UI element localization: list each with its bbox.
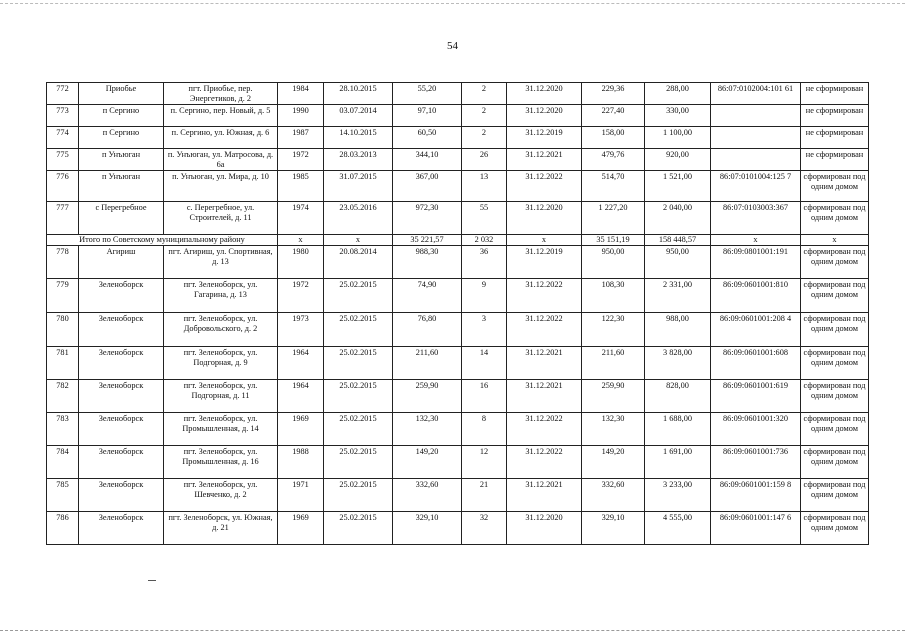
resettlement-deadline-cell: 31.12.2020	[507, 512, 582, 545]
recognition-date-cell: 20.08.2014	[324, 246, 393, 279]
table-row	[47, 479, 869, 512]
total-status: х	[801, 235, 869, 246]
row-number-cell: 779	[47, 279, 79, 313]
residents-cell: 9	[462, 279, 507, 313]
settlement-cell: Зеленоборск	[79, 347, 164, 380]
page-number: 54	[447, 40, 458, 52]
land-plot-status-cell: сформирован под одним домом	[801, 479, 869, 512]
year-built-cell: 1972	[278, 279, 324, 313]
settlement-cell: п Сергино	[79, 127, 164, 149]
residents-cell: 26	[462, 149, 507, 171]
table-row	[47, 347, 869, 380]
cadastral-number-cell: 86:09:0601001:608	[711, 347, 801, 380]
address-cell: пгт. Зеленоборск, ул. Южная, д. 21	[164, 512, 278, 545]
year-built-cell: 1971	[278, 479, 324, 512]
living-area-cell: 329,10	[393, 512, 462, 545]
year-built-cell: 1984	[278, 83, 324, 105]
cost-cell: 1 688,00	[645, 413, 711, 446]
total-row	[47, 235, 869, 246]
resettlement-deadline-cell: 31.12.2021	[507, 347, 582, 380]
settlement-cell: Приобье	[79, 83, 164, 105]
land-plot-status-cell: сформирован под одним домом	[801, 279, 869, 313]
year-built-cell: 1964	[278, 347, 324, 380]
residents-cell: 2	[462, 105, 507, 127]
row-number-cell: 776	[47, 171, 79, 202]
total-area2: 35 151,19	[582, 235, 645, 246]
area-to-resettle-cell: 132,30	[582, 413, 645, 446]
land-plot-status-cell: сформирован под одним домом	[801, 171, 869, 202]
cost-cell: 2 040,00	[645, 202, 711, 235]
address-cell: п. Сергино, пер. Новый, д. 5	[164, 105, 278, 127]
land-plot-status-cell: сформирован под одним домом	[801, 313, 869, 347]
row-number-cell: 780	[47, 313, 79, 347]
cadastral-number-cell: 86:09:0601001:208 4	[711, 313, 801, 347]
address-cell: пгт. Зеленоборск, ул. Подгорная, д. 9	[164, 347, 278, 380]
cadastral-number-cell: 86:09:0601001:147 6	[711, 512, 801, 545]
total-date: х	[324, 235, 393, 246]
cadastral-number-cell: 86:09:0601001:320	[711, 413, 801, 446]
resettlement-deadline-cell: 31.12.2021	[507, 149, 582, 171]
row-number-cell: 785	[47, 479, 79, 512]
residents-cell: 2	[462, 127, 507, 149]
address-cell: пгт. Зеленоборск, ул. Промышленная, д. 16	[164, 446, 278, 479]
settlement-cell: Зеленоборск	[79, 279, 164, 313]
cost-cell: 1 521,00	[645, 171, 711, 202]
recognition-date-cell: 28.10.2015	[324, 83, 393, 105]
total-label: Итого по Советскому муниципальному району	[47, 235, 278, 246]
living-area-cell: 55,20	[393, 83, 462, 105]
cadastral-number-cell: 86:07:0103003:367	[711, 202, 801, 235]
address-cell: пгт. Зеленоборск, ул. Шевченко, д. 2	[164, 479, 278, 512]
recognition-date-cell: 25.02.2015	[324, 279, 393, 313]
area-to-resettle-cell: 229,36	[582, 83, 645, 105]
cost-cell: 2 331,00	[645, 279, 711, 313]
area-to-resettle-cell: 158,00	[582, 127, 645, 149]
resettlement-deadline-cell: 31.12.2021	[507, 479, 582, 512]
housing-register-table	[46, 82, 869, 545]
living-area-cell: 344,10	[393, 149, 462, 171]
row-number-cell: 772	[47, 83, 79, 105]
settlement-cell: Зеленоборск	[79, 446, 164, 479]
resettlement-deadline-cell: 31.12.2019	[507, 246, 582, 279]
cost-cell: 988,00	[645, 313, 711, 347]
cost-cell: 828,00	[645, 380, 711, 413]
table-row	[47, 83, 869, 105]
area-to-resettle-cell: 227,40	[582, 105, 645, 127]
table-row	[47, 446, 869, 479]
land-plot-status-cell: сформирован под одним домом	[801, 202, 869, 235]
cadastral-number-cell: 86:07:0101004:125 7	[711, 171, 801, 202]
total-area: 35 221,57	[393, 235, 462, 246]
table-row	[47, 202, 869, 235]
living-area-cell: 972,30	[393, 202, 462, 235]
land-plot-status-cell: не сформирован	[801, 83, 869, 105]
cost-cell: 288,00	[645, 83, 711, 105]
living-area-cell: 74,90	[393, 279, 462, 313]
settlement-cell: Зеленоборск	[79, 413, 164, 446]
land-plot-status-cell: сформирован под одним домом	[801, 347, 869, 380]
recognition-date-cell: 25.02.2015	[324, 380, 393, 413]
land-plot-status-cell: сформирован под одним домом	[801, 246, 869, 279]
table-body-sovetsky-continued	[47, 246, 869, 545]
table-row	[47, 127, 869, 149]
recognition-date-cell: 25.02.2015	[324, 347, 393, 380]
living-area-cell: 60,50	[393, 127, 462, 149]
cadastral-number-cell	[711, 127, 801, 149]
table-row	[47, 279, 869, 313]
year-built-cell: 1969	[278, 512, 324, 545]
table-body-sovetsky	[47, 83, 869, 235]
area-to-resettle-cell: 108,30	[582, 279, 645, 313]
year-built-cell: 1969	[278, 413, 324, 446]
table-row	[47, 246, 869, 279]
cadastral-number-cell	[711, 149, 801, 171]
land-plot-status-cell: сформирован под одним домом	[801, 446, 869, 479]
area-to-resettle-cell: 259,90	[582, 380, 645, 413]
recognition-date-cell: 25.02.2015	[324, 313, 393, 347]
living-area-cell: 132,30	[393, 413, 462, 446]
living-area-cell: 76,80	[393, 313, 462, 347]
residents-cell: 12	[462, 446, 507, 479]
settlement-cell: п Сергино	[79, 105, 164, 127]
land-plot-status-cell: сформирован под одним домом	[801, 380, 869, 413]
year-built-cell: 1988	[278, 446, 324, 479]
area-to-resettle-cell: 149,20	[582, 446, 645, 479]
cadastral-number-cell: 86:07:0102004:101 61	[711, 83, 801, 105]
cost-cell: 920,00	[645, 149, 711, 171]
area-to-resettle-cell: 332,60	[582, 479, 645, 512]
resettlement-deadline-cell: 31.12.2022	[507, 446, 582, 479]
living-area-cell: 259,90	[393, 380, 462, 413]
area-to-resettle-cell: 514,70	[582, 171, 645, 202]
cadastral-number-cell: 86:09:0601001:619	[711, 380, 801, 413]
area-to-resettle-cell: 1 227,20	[582, 202, 645, 235]
residents-cell: 32	[462, 512, 507, 545]
table-row	[47, 413, 869, 446]
recognition-date-cell: 31.07.2015	[324, 171, 393, 202]
year-built-cell: 1980	[278, 246, 324, 279]
settlement-cell: Зеленоборск	[79, 512, 164, 545]
recognition-date-cell: 28.03.2013	[324, 149, 393, 171]
resettlement-deadline-cell: 31.12.2019	[507, 127, 582, 149]
living-area-cell: 332,60	[393, 479, 462, 512]
total-people: 2 032	[462, 235, 507, 246]
table-row	[47, 313, 869, 347]
resettlement-deadline-cell: 31.12.2022	[507, 279, 582, 313]
resettlement-deadline-cell: 31.12.2020	[507, 202, 582, 235]
resettlement-deadline-cell: 31.12.2022	[507, 413, 582, 446]
living-area-cell: 367,00	[393, 171, 462, 202]
living-area-cell: 988,30	[393, 246, 462, 279]
settlement-cell: Агириш	[79, 246, 164, 279]
table-row	[47, 149, 869, 171]
resettlement-deadline-cell: 31.12.2022	[507, 313, 582, 347]
row-number-cell: 786	[47, 512, 79, 545]
scan-mark	[148, 580, 156, 581]
recognition-date-cell: 23.05.2016	[324, 202, 393, 235]
row-number-cell: 773	[47, 105, 79, 127]
year-built-cell: 1972	[278, 149, 324, 171]
residents-cell: 55	[462, 202, 507, 235]
living-area-cell: 97,10	[393, 105, 462, 127]
cadastral-number-cell: 86:09:0601001:810	[711, 279, 801, 313]
row-number-cell: 784	[47, 446, 79, 479]
address-cell: пгт. Зеленоборск, ул. Подгорная, д. 11	[164, 380, 278, 413]
address-cell: пгт. Агириш, ул. Спортивная, д. 13	[164, 246, 278, 279]
land-plot-status-cell: сформирован под одним домом	[801, 413, 869, 446]
land-plot-status-cell: не сформирован	[801, 149, 869, 171]
recognition-date-cell: 25.02.2015	[324, 413, 393, 446]
cost-cell: 3 828,00	[645, 347, 711, 380]
year-built-cell: 1964	[278, 380, 324, 413]
cost-cell: 4 555,00	[645, 512, 711, 545]
cost-cell: 330,00	[645, 105, 711, 127]
total-deadline: х	[507, 235, 582, 246]
row-number-cell: 774	[47, 127, 79, 149]
row-number-cell: 783	[47, 413, 79, 446]
area-to-resettle-cell: 479,76	[582, 149, 645, 171]
cadastral-number-cell: 86:09:0601001:159 8	[711, 479, 801, 512]
land-plot-status-cell: не сформирован	[801, 127, 869, 149]
resettlement-deadline-cell: 31.12.2021	[507, 380, 582, 413]
recognition-date-cell: 03.07.2014	[324, 105, 393, 127]
settlement-cell: Зеленоборск	[79, 313, 164, 347]
resettlement-deadline-cell: 31.12.2020	[507, 105, 582, 127]
living-area-cell: 211,60	[393, 347, 462, 380]
scan-top-edge	[0, 3, 905, 5]
table-row	[47, 105, 869, 127]
table-total-row-group	[47, 235, 869, 246]
year-built-cell: 1990	[278, 105, 324, 127]
address-cell: с. Перегребное, ул. Строителей, д. 11	[164, 202, 278, 235]
total-cadastral: х	[711, 235, 801, 246]
land-plot-status-cell: сформирован под одним домом	[801, 512, 869, 545]
cost-cell: 3 233,00	[645, 479, 711, 512]
residents-cell: 21	[462, 479, 507, 512]
cost-cell: 1 100,00	[645, 127, 711, 149]
area-to-resettle-cell: 950,00	[582, 246, 645, 279]
residents-cell: 3	[462, 313, 507, 347]
settlement-cell: п Унъюган	[79, 171, 164, 202]
address-cell: пгт. Зеленоборск, ул. Добровольского, д. 2	[164, 313, 278, 347]
residents-cell: 16	[462, 380, 507, 413]
cadastral-number-cell	[711, 105, 801, 127]
living-area-cell: 149,20	[393, 446, 462, 479]
table-row	[47, 380, 869, 413]
row-number-cell: 781	[47, 347, 79, 380]
residents-cell: 14	[462, 347, 507, 380]
table-row	[47, 171, 869, 202]
recognition-date-cell: 25.02.2015	[324, 512, 393, 545]
residents-cell: 36	[462, 246, 507, 279]
address-cell: п. Унъюган, ул. Мира, д. 10	[164, 171, 278, 202]
resettlement-deadline-cell: 31.12.2020	[507, 83, 582, 105]
area-to-resettle-cell: 122,30	[582, 313, 645, 347]
address-cell: п. Сергино, ул. Южная, д. 6	[164, 127, 278, 149]
row-number-cell: 775	[47, 149, 79, 171]
cadastral-number-cell: 86:09:0601001:736	[711, 446, 801, 479]
settlement-cell: Зеленоборск	[79, 479, 164, 512]
cost-cell: 950,00	[645, 246, 711, 279]
row-number-cell: 778	[47, 246, 79, 279]
recognition-date-cell: 25.02.2015	[324, 446, 393, 479]
area-to-resettle-cell: 211,60	[582, 347, 645, 380]
area-to-resettle-cell: 329,10	[582, 512, 645, 545]
row-number-cell: 782	[47, 380, 79, 413]
residents-cell: 8	[462, 413, 507, 446]
scan-bottom-edge	[0, 630, 905, 632]
settlement-cell: Зеленоборск	[79, 380, 164, 413]
table-row	[47, 512, 869, 545]
address-cell: пгт. Приобье, пер. Энергетиков, д. 2	[164, 83, 278, 105]
address-cell: п. Унъюган, ул. Матросова, д. 6а	[164, 149, 278, 171]
row-number-cell: 777	[47, 202, 79, 235]
land-plot-status-cell: не сформирован	[801, 105, 869, 127]
residents-cell: 13	[462, 171, 507, 202]
year-built-cell: 1973	[278, 313, 324, 347]
recognition-date-cell: 14.10.2015	[324, 127, 393, 149]
residents-cell: 2	[462, 83, 507, 105]
year-built-cell: 1974	[278, 202, 324, 235]
total-cost: 158 448,57	[645, 235, 711, 246]
resettlement-deadline-cell: 31.12.2022	[507, 171, 582, 202]
year-built-cell: 1987	[278, 127, 324, 149]
recognition-date-cell: 25.02.2015	[324, 479, 393, 512]
cadastral-number-cell: 86:09:0801001:191	[711, 246, 801, 279]
settlement-cell: п Унъюган	[79, 149, 164, 171]
cost-cell: 1 691,00	[645, 446, 711, 479]
address-cell: пгт. Зеленоборск, ул. Гагарина, д. 13	[164, 279, 278, 313]
total-year: х	[278, 235, 324, 246]
settlement-cell: с Перегребное	[79, 202, 164, 235]
address-cell: пгт. Зеленоборск, ул. Промышленная, д. 14	[164, 413, 278, 446]
year-built-cell: 1985	[278, 171, 324, 202]
